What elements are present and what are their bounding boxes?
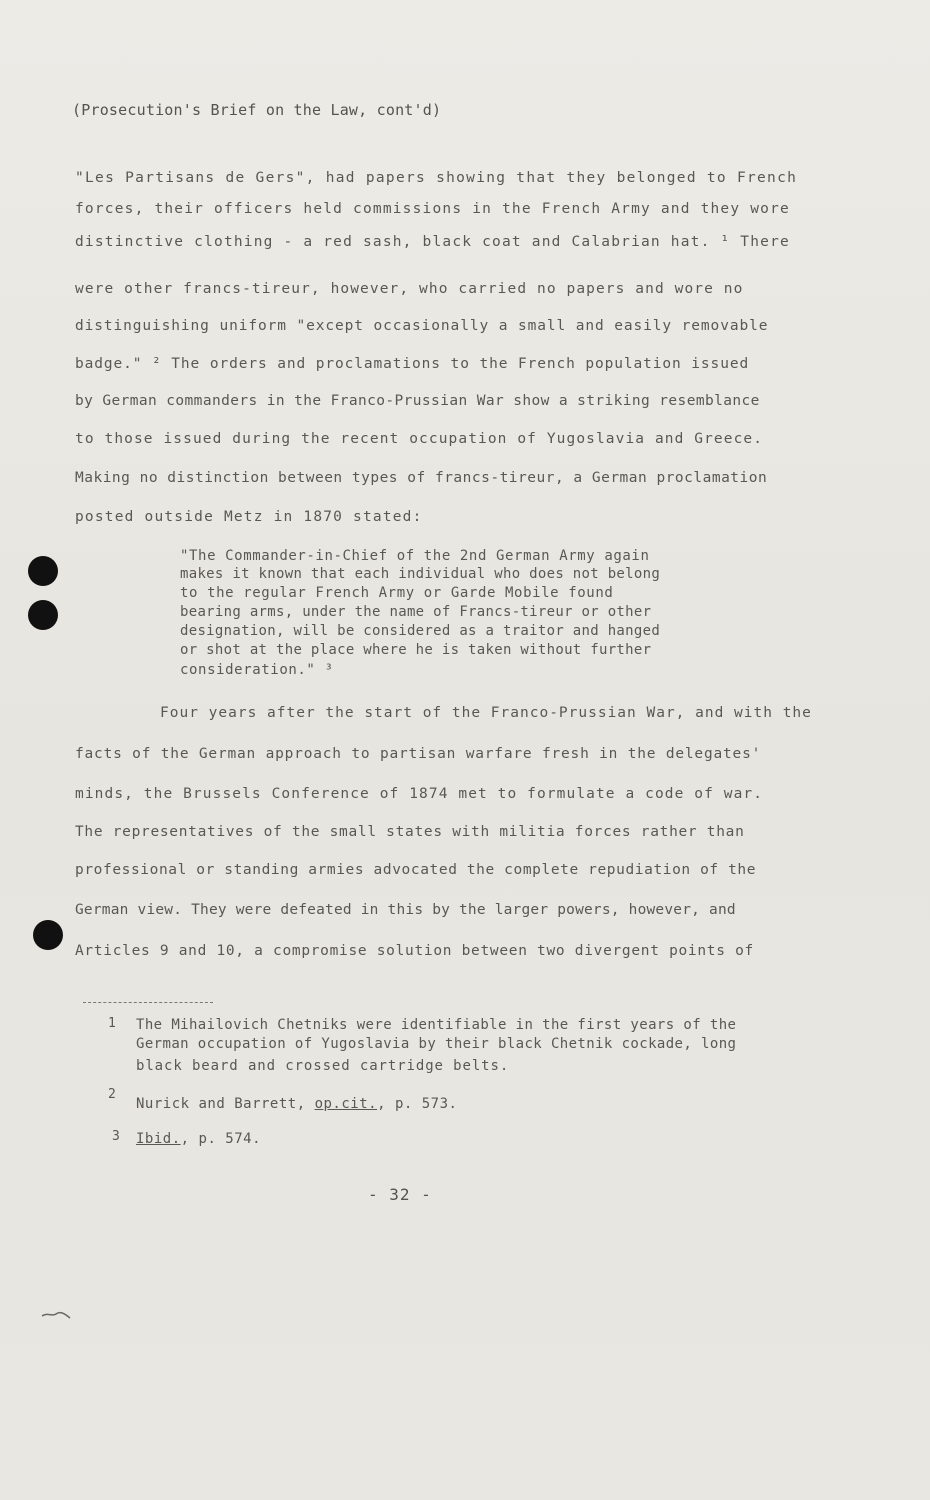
footnote-number: 3 (112, 1129, 120, 1144)
body-line: distinctive clothing - a red sash, black coat and Calabrian hat. ¹ There (75, 234, 790, 250)
footnote-citation: op.cit. (314, 1096, 378, 1112)
body-line: facts of the German approach to partisan warfare fresh in the delegates' (75, 746, 762, 762)
footnote-number: 2 (108, 1087, 116, 1102)
body-line: posted outside Metz in 1870 stated: (75, 509, 423, 525)
footnote-line: black beard and crossed cartridge belts. (136, 1058, 510, 1074)
punch-hole-top (28, 556, 58, 586)
quote-line: "The Commander-in-Chief of the 2nd German Army again (180, 548, 650, 564)
quote-line: or shot at the place where he is taken without further (180, 642, 652, 658)
quote-line: designation, will be considered as a traitor and hanged (180, 623, 661, 639)
footnote-number: 1 (108, 1016, 116, 1031)
footnote-text: , p. 573. (377, 1096, 458, 1112)
pencil-mark-icon (40, 1308, 72, 1320)
body-line: The representatives of the small states with militia forces rather than (75, 824, 745, 840)
punch-hole-middle (28, 600, 58, 630)
footnote-line: The Mihailovich Chetniks were identifiable in the first years of the (136, 1017, 737, 1033)
quote-line: consideration." ³ (180, 662, 334, 678)
body-line: to those issued during the recent occupation of Yugoslavia and Greece. (75, 431, 764, 447)
body-line: forces, their officers held commissions in the French Army and they wore (75, 201, 790, 217)
footnote-line (136, 1096, 457, 1112)
page-number: - 32 - (368, 1185, 432, 1204)
body-line: by German commanders in the Franco-Prussian War show a striking resemblance (75, 393, 760, 409)
body-line: Making no distinction between types of francs-tireur, a German proclamation (75, 470, 768, 486)
body-line: minds, the Brussels Conference of 1874 met to formulate a code of war. (75, 786, 764, 802)
body-line: were other francs-tireur, however, who carried no papers and wore no (75, 281, 744, 297)
footnote-line (136, 1131, 261, 1147)
quote-line: bearing arms, under the name of Francs-tireur or other (180, 604, 652, 620)
quote-line: to the regular French Army or Garde Mobile found (180, 585, 614, 601)
body-line: professional or standing armies advocated the complete repudiation of the (75, 862, 757, 878)
body-line: distinguishing uniform "except occasionally a small and easily removable (75, 318, 769, 334)
quote-line: makes it known that each individual who does not belong (180, 566, 661, 582)
punch-hole-bottom (33, 920, 63, 950)
body-line: Four years after the start of the Franco-Prussian War, and with the (160, 705, 812, 721)
body-line: "Les Partisans de Gers", had papers showing that they belonged to French (75, 170, 798, 186)
body-line: badge." ² The orders and proclamations to the French population issued (75, 356, 750, 372)
footnote-citation: Ibid. (136, 1131, 181, 1147)
footnote-separator (83, 1002, 213, 1003)
footnote-text: Nurick and Barrett, (136, 1096, 315, 1112)
footnote-line: German occupation of Yugoslavia by their black Chetnik cockade, long (136, 1036, 737, 1052)
body-line: German view. They were defeated in this by the larger powers, however, and (75, 902, 736, 918)
footnote-text: , p. 574. (180, 1131, 262, 1147)
body-line: Articles 9 and 10, a compromise solution between two divergent points of (75, 943, 754, 959)
page-header: (Prosecution's Brief on the Law, cont'd) (72, 101, 442, 119)
